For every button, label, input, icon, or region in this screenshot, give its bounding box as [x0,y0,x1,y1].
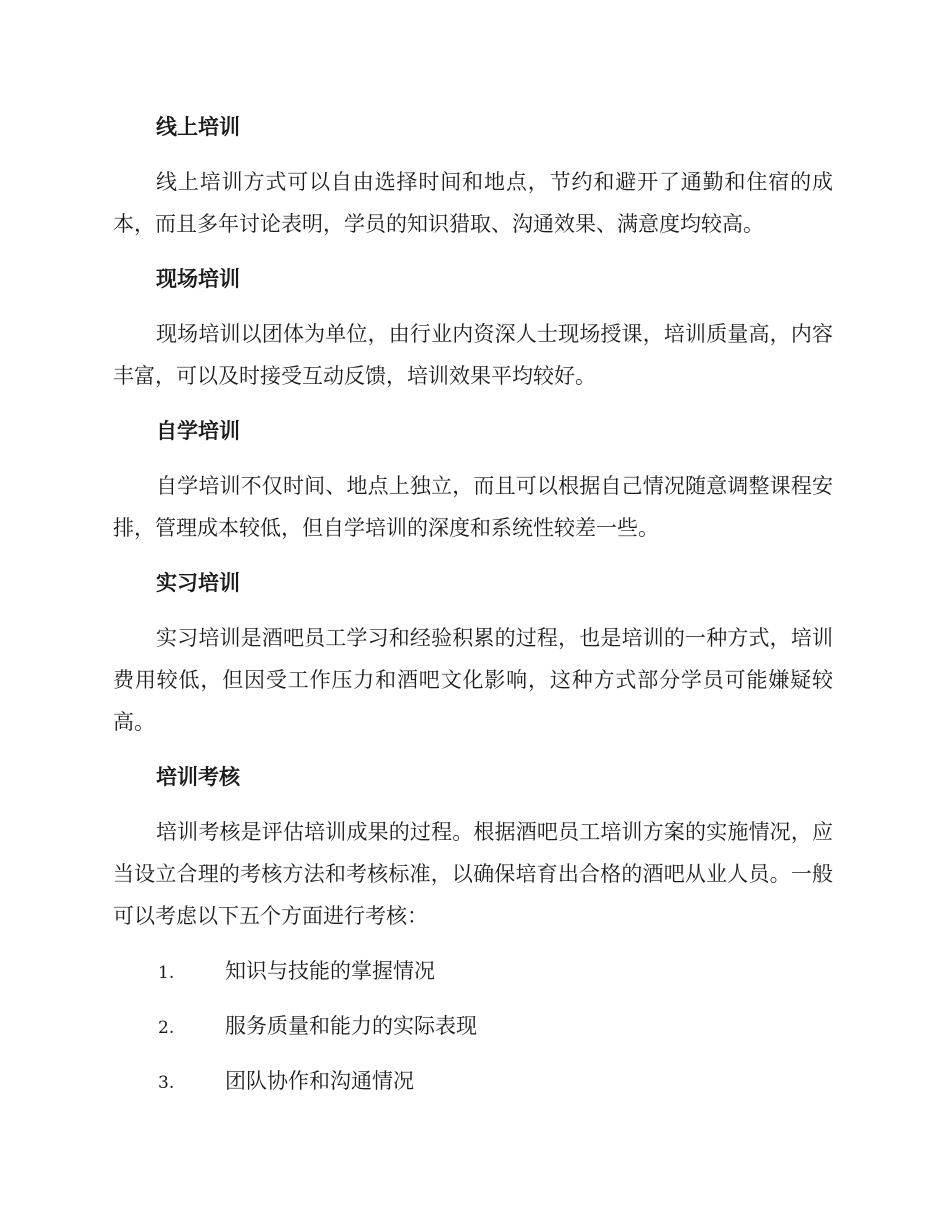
list-item [158,956,435,988]
section-paragraph: 自学培训不仅时间、地点上独立，而且可以根据自己情况随意调整课程安排，管理成本较低，但自学培训的深度和系统性较差一些。 [113,474,833,540]
list-item [158,1066,414,1098]
list-number: 1. [158,963,175,983]
list-text: 知识与技能的掌握情况 [225,959,435,983]
section-heading: 现场培训 [156,267,240,291]
section-paragraph: 实习培训是酒吧员工学习和经验积累的过程，也是培训的一种方式，培训费用较低，但因受工作压力和酒吧文化影响，这种方式部分学员可能嫌疑较高。 [113,626,833,734]
section-paragraph: 现场培训以团体为单位，由行业内资深人士现场授课，培训质量高，内容丰富，可以及时接受互动反馈，培训效果平均较好。 [113,322,833,388]
section-heading: 自学培训 [156,419,240,443]
list-number: 3. [158,1073,175,1093]
section-paragraph: 线上培训方式可以自由选择时间和地点，节约和避开了通勤和住宿的成本，而且多年讨论表明，学员的知识猎取、沟通效果、满意度均较高。 [113,170,833,236]
list-item [158,1011,477,1043]
list-number: 2. [158,1018,175,1038]
section-heading: 线上培训 [156,115,240,139]
section-heading: 实习培训 [156,571,240,595]
section-heading: 培训考核 [156,765,240,789]
list-text: 服务质量和能力的实际表现 [225,1014,477,1038]
section-paragraph: 培训考核是评估培训成果的过程。根据酒吧员工培训方案的实施情况，应当设立合理的考核方法和考核标准，以确保培育出合格的酒吧从业人员。一般可以考虑以下五个方面进行考核： [113,820,833,928]
list-text: 团队协作和沟通情况 [225,1069,414,1093]
